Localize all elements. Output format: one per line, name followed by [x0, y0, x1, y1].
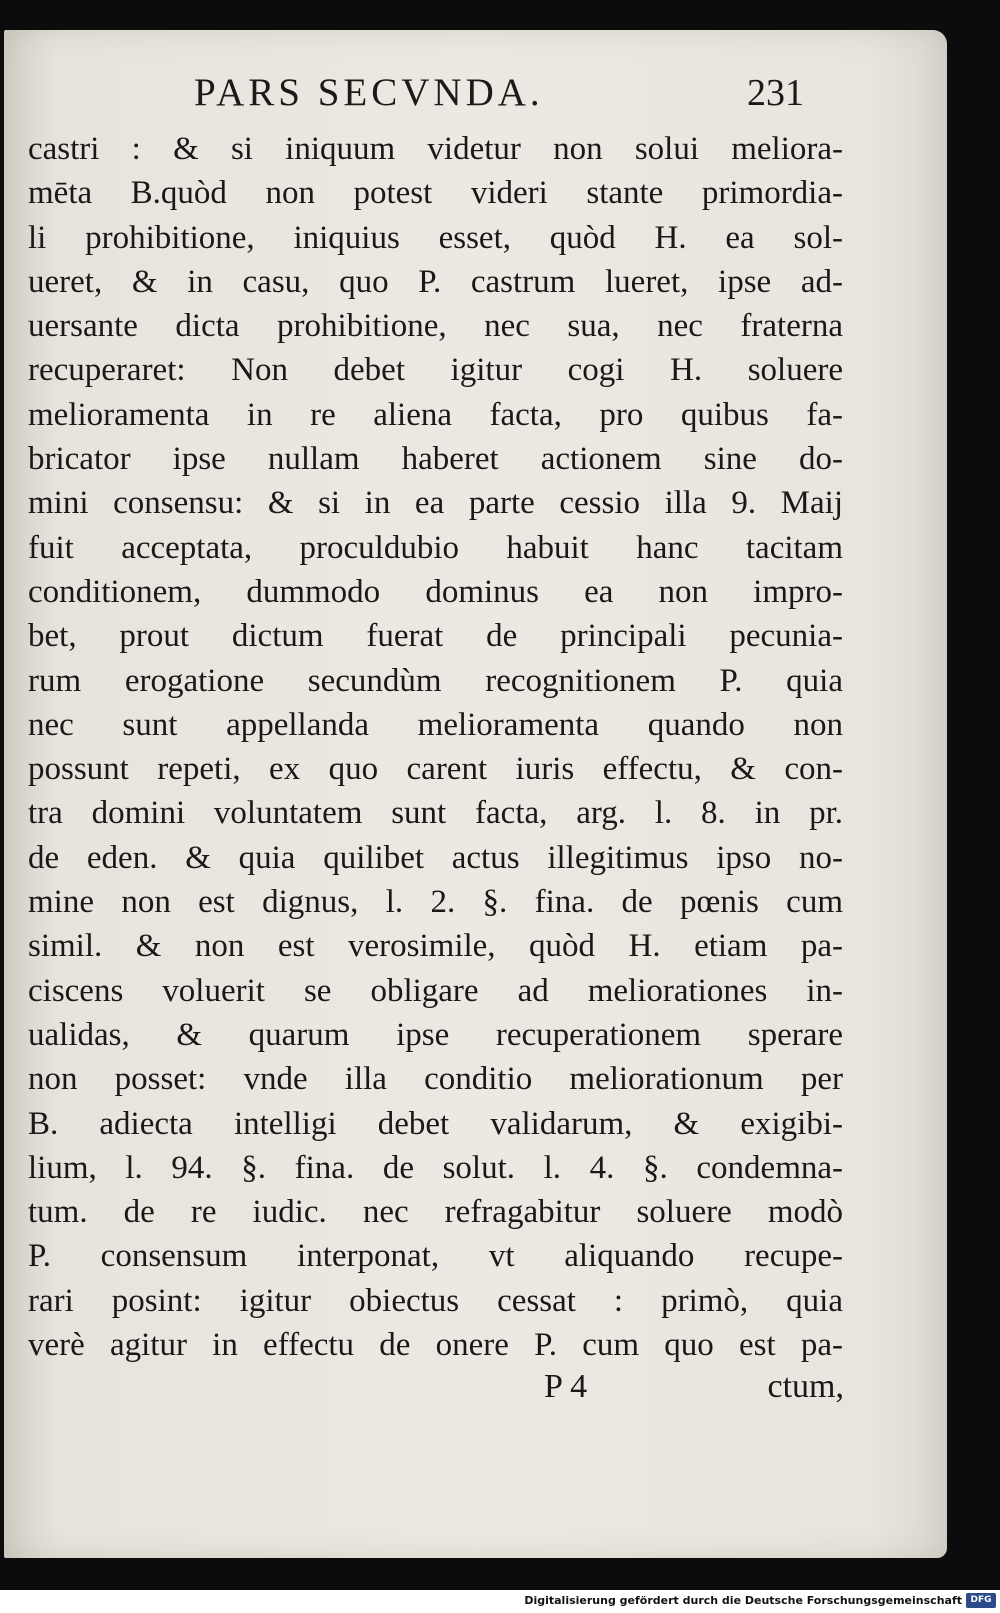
text-line: ueret, & in casu, quo P. castrum lueret, ipse ad- — [28, 263, 843, 300]
signature-mark: P 4 — [544, 1368, 588, 1405]
text-line: bet, prout dictum fuerat de principali pecunia- — [28, 618, 843, 655]
text-line: ciscens voluerit se obligare ad meliorationes in- — [28, 972, 843, 1009]
dfg-logo-icon: DFG — [966, 1593, 996, 1608]
text-line: simil. & non est verosimile, quòd H. etiam pa- — [28, 928, 843, 965]
running-head — [164, 68, 804, 118]
text-line: melioramenta in re aliena facta, pro quibus fa- — [28, 396, 843, 433]
credit-bar — [0, 1590, 1000, 1613]
text-line: li prohibitione, iniquius esset, quòd H. ea sol- — [28, 219, 843, 256]
catch-line — [544, 1363, 844, 1411]
text-line: tra domini voluntatem sunt facta, arg. l. 8. in pr. — [28, 795, 843, 832]
text-line: non posset: vnde illa conditio meliorationum per — [28, 1061, 843, 1098]
text-line: P. consensum interponat, vt aliquando recupe- — [28, 1238, 843, 1275]
text-line: fuit acceptata, proculdubio habuit hanc tacitam — [28, 529, 843, 566]
text-line: B. adiecta intelligi debet validarum, & exigibi- — [28, 1105, 843, 1142]
text-line: mēta B.quòd non potest videri stante primordia- — [28, 175, 843, 212]
text-line: tum. de re iudic. nec refragabitur soluere modò — [28, 1194, 843, 1231]
text-line: uersante dicta prohibitione, nec sua, nec fraterna — [28, 308, 843, 345]
credit-text: Digitalisierung gefördert durch die Deutsche Forschungsgemeinschaft — [524, 1594, 962, 1607]
text-line: recuperaret: Non debet igitur cogi H. soluere — [28, 352, 843, 389]
text-line: rum erogatione secundùm recognitionem P. quia — [28, 662, 843, 699]
page-number: 231 — [747, 72, 804, 114]
text-line: nec sunt appellanda melioramenta quando non — [28, 706, 843, 743]
running-title: PARS SECVNDA. — [194, 71, 544, 114]
text-line: ualidas, & quarum ipse recuperationem sperare — [28, 1016, 843, 1053]
text-line: lium, l. 94. §. fina. de solut. l. 4. §. condemna- — [28, 1149, 843, 1186]
body-text — [28, 127, 843, 1367]
text-line: mine non est dignus, l. 2. §. fina. de pœnis cum — [28, 884, 843, 921]
text-line: mini consensu: & si in ea parte cessio illa 9. Maij — [28, 485, 843, 522]
book-page — [4, 30, 947, 1558]
text-line: de eden. & quia quilibet actus illegitimus ipso no- — [28, 839, 843, 876]
text-line: conditionem, dummodo dominus ea non impro- — [28, 573, 843, 610]
text-line: verè agitur in effectu de onere P. cum quo est pa- — [28, 1327, 843, 1364]
text-line: bricator ipse nullam haberet actionem sine do- — [28, 441, 843, 478]
text-line: rari posint: igitur obiectus cessat : primò, quia — [28, 1282, 843, 1319]
catchword: ctum, — [767, 1368, 844, 1405]
text-line: possunt repeti, ex quo carent iuris effectu, & con- — [28, 751, 843, 788]
text-line: castri : & si iniquum videtur non solui meliora- — [28, 131, 843, 167]
